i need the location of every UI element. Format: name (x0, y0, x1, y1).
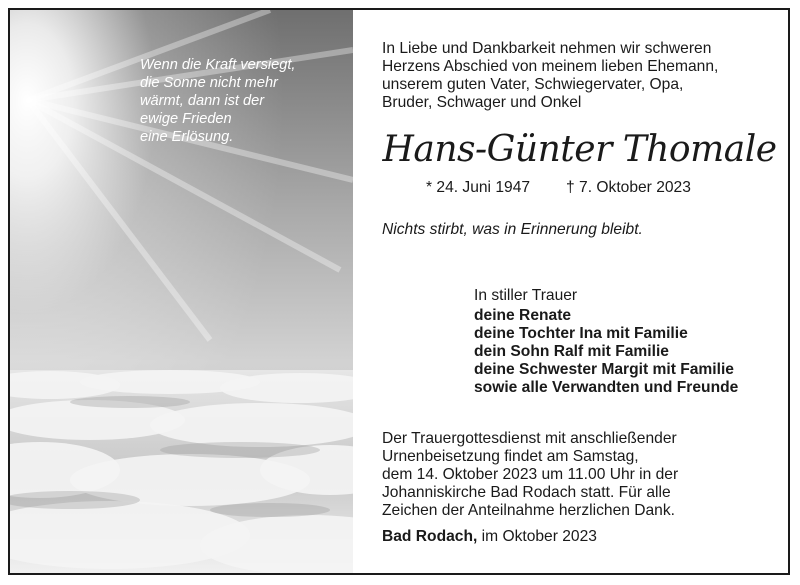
service-paragraph (382, 430, 712, 520)
intro-line: In Liebe und Dankbarkeit nehmen wir schweren (382, 40, 712, 57)
service-line: dem 14. Oktober 2023 um 11.00 Uhr in der (382, 466, 679, 483)
place-and-date (382, 528, 597, 546)
poem-line: wärmt, dann ist der (140, 93, 265, 109)
intro-line: Herzens Abschied von meinem lieben Ehemann, (382, 58, 719, 75)
motto: Nichts stirbt, was in Erinnerung bleibt. (382, 221, 643, 238)
mourner-entry: sowie alle Verwandten und Freunde (474, 379, 739, 396)
mourners-lead: In stiller Trauer (474, 287, 578, 304)
mourner-entry: deine Renate (474, 307, 572, 324)
place-city: Bad Rodach, (382, 528, 478, 545)
poem-line: eine Erlösung. (140, 129, 234, 145)
poem-text (140, 38, 345, 146)
sky-cloud-photo (10, 10, 353, 573)
intro-paragraph (382, 40, 777, 112)
birth-date: * 24. Juni 1947 (426, 179, 531, 196)
poem-line: die Sonne nicht mehr (140, 75, 278, 91)
service-line: Urnenbeisetzung findet am Samstag, (382, 448, 639, 465)
service-line: Der Trauergottesdienst mit anschließender (382, 430, 677, 447)
obituary-text-column (382, 10, 782, 573)
life-dates (426, 179, 691, 197)
poem-line: ewige Frieden (140, 111, 232, 127)
mourner-entry: deine Tochter Ina mit Familie (474, 325, 688, 342)
service-line: Zeichen der Anteilnahme herzlichen Dank. (382, 502, 675, 519)
place-date: im Oktober 2023 (481, 528, 597, 545)
death-date: † 7. Oktober 2023 (566, 179, 691, 196)
intro-line: unserem guten Vater, Schwiegervater, Opa, (382, 76, 684, 93)
intro-line: Bruder, Schwager und Onkel (382, 94, 582, 111)
obituary-card (8, 8, 790, 575)
mourner-entry: dein Sohn Ralf mit Familie (474, 343, 669, 360)
mourners-block (474, 287, 738, 397)
service-line: Johanniskirche Bad Rodach statt. Für alle (382, 484, 671, 501)
deceased-name: Hans-Günter Thomale (382, 129, 777, 170)
poem-line: Wenn die Kraft versiegt, (140, 57, 296, 73)
mourner-entry: deine Schwester Margit mit Familie (474, 361, 734, 378)
